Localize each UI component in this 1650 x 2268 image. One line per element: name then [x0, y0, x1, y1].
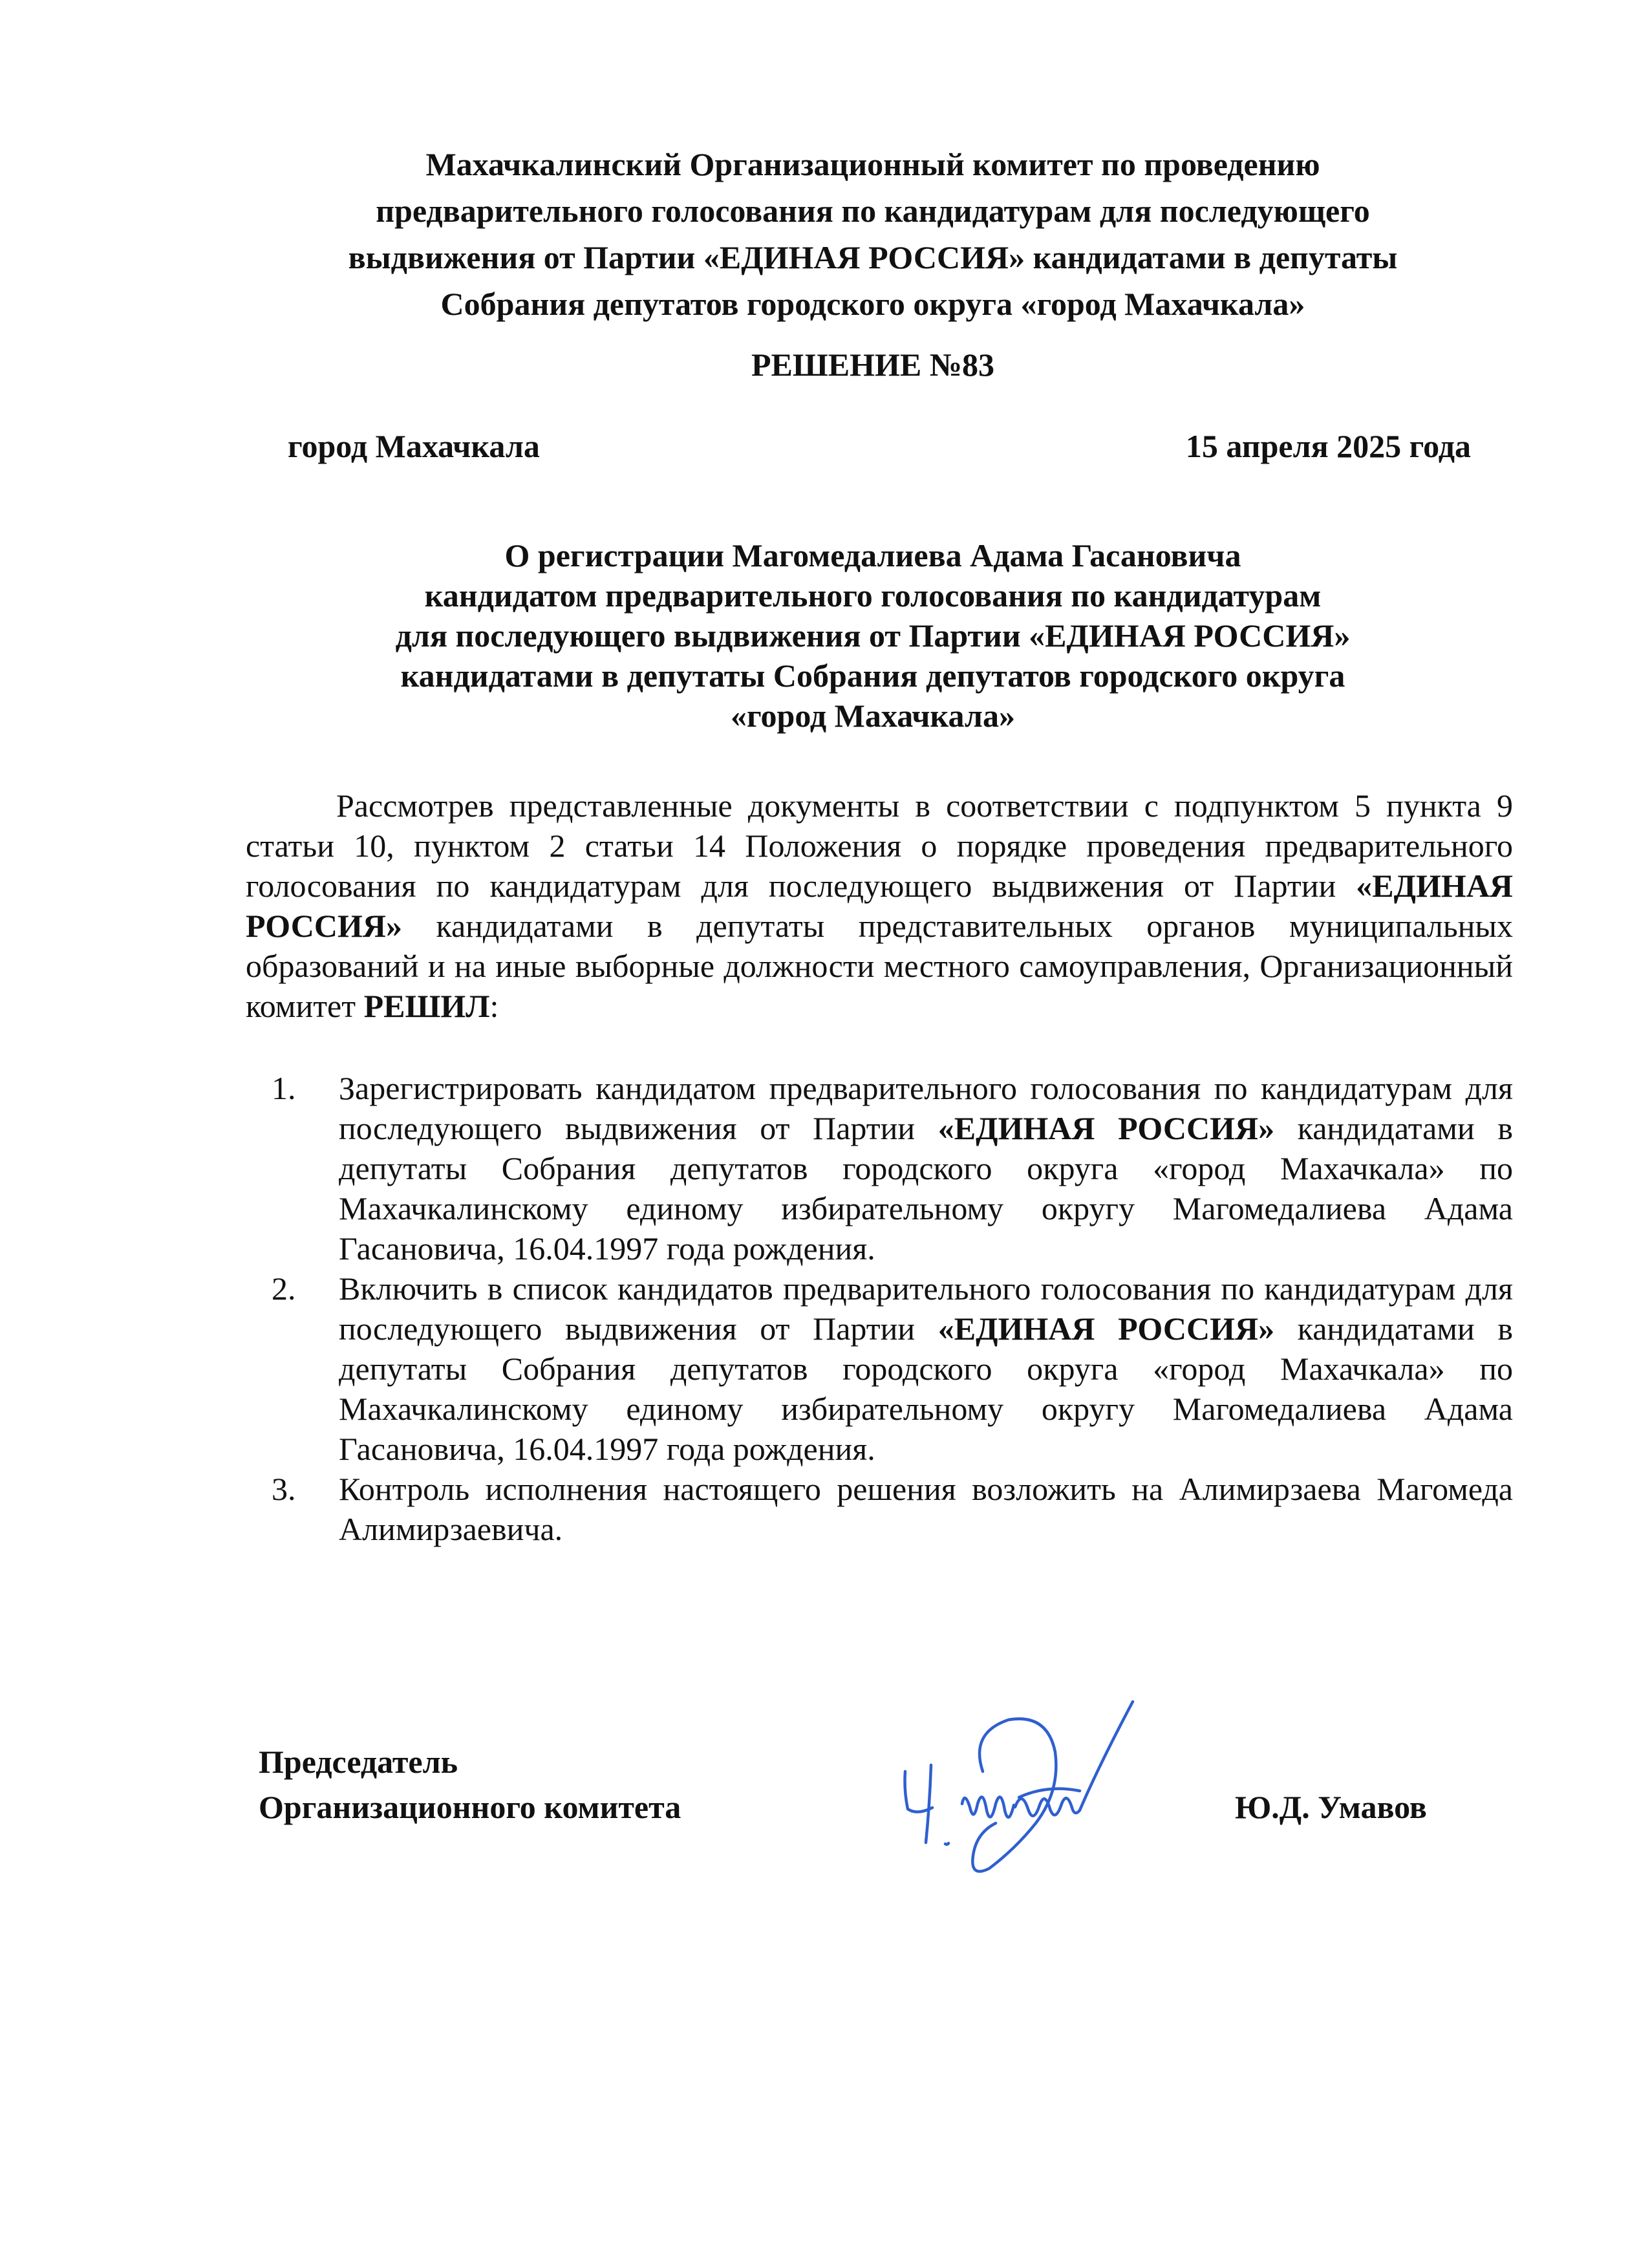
position-line: Организационного комитета [259, 1789, 681, 1825]
item-number: 3. [272, 1471, 296, 1507]
subject-line: кандидатом предварительного голосования по кандидатурам [424, 577, 1322, 614]
header-line: Махачкалинский Организационный комитет по проведению [425, 146, 1320, 182]
item-number: 1. [272, 1070, 296, 1106]
item-text [339, 1068, 1513, 1268]
intro-text: : [489, 988, 499, 1024]
item-text [339, 1469, 1513, 1549]
document-header [233, 141, 1513, 327]
decided-word: РЕШИЛ [363, 988, 490, 1024]
item-text-part: кандидатами в депутаты Собрания депутатов городского округа «город Махачкала» по Махачкалинскому единому избирательному округу Магомедалиева Адама Гасановича, 16.04.1997 года рождения. [339, 1311, 1514, 1467]
header-line: Собрания депутатов городского округа «город Махачкала» [440, 286, 1305, 322]
party-name: «ЕДИНАЯ РОССИЯ» [938, 1311, 1275, 1347]
header-line: предварительного голосования по кандидатурам для последующего [376, 193, 1370, 229]
party-name: «ЕДИНАЯ РОССИЯ» [246, 868, 1513, 944]
item-text-part: Зарегистрировать кандидатом предварительного голосования по кандидатурам для последующего выдвижения от Партии [339, 1070, 1513, 1146]
decision-title: РЕШЕНИЕ №83 [751, 347, 995, 383]
party-name: «ЕДИНАЯ РОССИЯ» [938, 1110, 1275, 1146]
item-text [339, 1268, 1513, 1469]
item-number: 2. [272, 1270, 296, 1307]
list-item [272, 1068, 1513, 1268]
item-text-part: Включить в список кандидатов предварительного голосования по кандидатурам для последующего выдвижения от Партии [339, 1270, 1513, 1347]
date: 15 апреля 2025 года [1185, 428, 1471, 464]
header-line: выдвижения от Партии «ЕДИНАЯ РОССИЯ» кандидатами в депутаты [348, 239, 1398, 275]
list-item [272, 1268, 1513, 1469]
item-text-part: кандидатами в депутаты Собрания депутатов городского округа «город Махачкала» по Махачкалинскому единому избирательному округу Магомедалиева Адама Гасановича, 16.04.1997 года рождения. [339, 1110, 1514, 1267]
subject-line: О регистрации Магомедалиева Адама Гасановича [504, 537, 1241, 573]
handwritten-signature [886, 1694, 1144, 1888]
list-item [272, 1469, 1513, 1549]
position-line: Председатель [259, 1744, 458, 1780]
decision-subject [272, 535, 1474, 736]
signatory-name: Ю.Д. Умавов [1235, 1789, 1427, 1825]
item-text-part: Контроль исполнения настоящего решения возложить на Алимирзаева Магомеда Алимирзаевича. [339, 1471, 1513, 1547]
place-date-row [288, 423, 1471, 469]
subject-line: кандидатами в депутаты Собрания депутатов городского округа [400, 658, 1345, 694]
decision-items-list [272, 1068, 1513, 1549]
intro-text: кандидатами в депутаты представительных органов муниципальных образований и на иные выборные должности местного самоуправления, Организационный комитет [246, 908, 1513, 1024]
signatory-position [259, 1739, 681, 1830]
subject-line: «город Махачкала» [731, 698, 1015, 734]
intro-paragraph [246, 786, 1513, 1026]
intro-text: Рассмотрев представленные документы в соответствии с подпунктом 5 пункта 9 статьи 10, пунктом 2 статьи 14 Положения о порядке проведения предварительного голосования по кандидатурам для последующего выдвижения от Партии [246, 787, 1513, 904]
place: город Махачкала [288, 428, 540, 464]
subject-line: для последующего выдвижения от Партии «ЕДИНАЯ РОССИЯ» [395, 617, 1351, 654]
